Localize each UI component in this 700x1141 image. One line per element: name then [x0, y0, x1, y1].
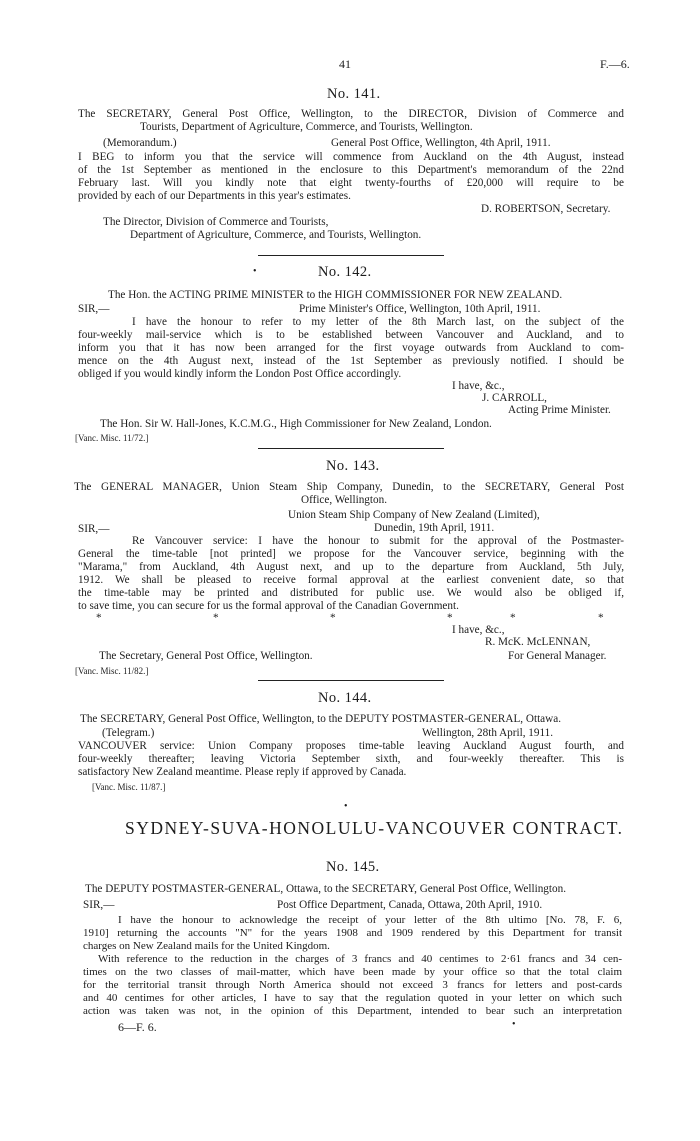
letter-142-closing: I have, &c., — [452, 380, 505, 392]
letter-141-recipient-line-1: The Director, Division of Commerce and Tourists, — [103, 216, 329, 228]
letter-145-body-line-6: for the territorial transit through North America should not exceed 3 francs for letters and post-cards — [83, 979, 622, 991]
letter-145-body-line-3: charges on New Zealand mails for the United Kingdom. — [83, 940, 330, 952]
letter-142-body-line-4: mence on the 4th August next, instead of the 1st September as previously notified. I should be — [78, 355, 624, 367]
letter-141-place-date: General Post Office, Wellington, 4th April, 1911. — [331, 137, 551, 149]
page-number: 41 — [339, 57, 351, 71]
letter-145-body-line-7: and 40 centimes for other articles, I have to say that the regulation quoted in your letter on which such — [83, 992, 622, 1004]
letter-142-body-line-3: inform you that it has now been arranged for the first voyage outwards from Auckland to com- — [78, 342, 624, 354]
letter-145-number: No. 145. — [326, 859, 380, 875]
letter-143-sender-name: Union Steam Ship Company of New Zealand (Limited), — [288, 509, 540, 521]
letter-141-address-line-1: The SECRETARY, General Post Office, Wellington, to the DIRECTOR, Division of Commerce and — [78, 108, 624, 120]
letter-145-address: The DEPUTY POSTMASTER-GENERAL, Ottawa, to the SECRETARY, General Post Office, Wellington. — [85, 883, 566, 895]
letter-142-body-line-2: four-weekly mail-service which is to be established between Vancouver and Auckland, and to — [78, 329, 624, 341]
letter-144-number: No. 144. — [318, 690, 372, 706]
letter-141-body-line-3: February last. Will you kindly note that eight twenty-fourths of £20,000 will require to be — [78, 177, 624, 189]
ellipsis-star: * — [598, 612, 604, 624]
letter-144-file-ref: [Vanc. Misc. 11/87.] — [92, 782, 166, 792]
letter-142-signer-title: Acting Prime Minister. — [508, 404, 611, 416]
letter-144-body-line-2: four-weekly thereafter; leaving Victoria September sixth, and four-weekly thereafter. This is — [78, 753, 624, 765]
letter-141-signature: D. ROBERTSON, Secretary. — [481, 203, 611, 215]
letter-141-type: (Memorandum.) — [103, 137, 177, 149]
letter-141-body-line-1: I BEG to inform you that the service will commence from Auckland on the 4th August, instead — [78, 151, 624, 163]
ellipsis-star: * — [96, 612, 102, 624]
separator-rule — [258, 448, 444, 449]
letter-143-salutation: SIR,— — [78, 523, 110, 535]
letter-142-salutation: SIR,— — [78, 303, 110, 315]
separator-rule — [258, 255, 444, 256]
ellipsis-star: * — [447, 612, 453, 624]
letter-143-address-line-1: The GENERAL MANAGER, Union Steam Ship Company, Dunedin, to the SECRETARY, General Post — [74, 481, 624, 493]
letter-141-number: No. 141. — [327, 86, 381, 102]
letter-143-place-date: Dunedin, 19th April, 1911. — [374, 522, 495, 534]
separator-rule — [258, 680, 444, 681]
letter-144-address: The SECRETARY, General Post Office, Wellington, to the DEPUTY POSTMASTER-GENERAL, Ottawa. — [80, 713, 561, 725]
letter-143-body-line-5: the time-table may be printed and distributed for public use. We would also be obliged if, — [78, 587, 624, 599]
letter-144-place-date: Wellington, 28th April, 1911. — [422, 727, 554, 739]
letter-142-body-line-1: I have the honour to refer to my letter of the 8th March last, on the subject of the — [132, 316, 624, 328]
letter-144-type: (Telegram.) — [102, 727, 155, 739]
letter-143-closing: I have, &c., — [452, 624, 505, 636]
letter-142-recipient: The Hon. Sir W. Hall-Jones, K.C.M.G., High Commissioner for New Zealand, London. — [100, 418, 492, 430]
letter-145-salutation: SIR,— — [83, 899, 115, 911]
letter-143-body-line-4: 1912. We shall be pleased to receive formal approval at the earliest convenient date, so that — [78, 574, 624, 586]
letter-143-signer-title: For General Manager. — [508, 650, 607, 662]
letter-145-body-line-4: With reference to the reduction in the charges of 3 francs and 40 centimes to 2·61 francs and 34 cen- — [98, 953, 622, 965]
letter-141-body-line-2: of the 1st September as mentioned in the enclosure to this Department's memorandum of the 22nd — [78, 164, 624, 176]
letter-143-number: No. 143. — [326, 458, 380, 474]
letter-143-file-ref: [Vanc. Misc. 11/82.] — [75, 666, 149, 676]
letter-143-body-line-6: to save time, you can secure for us the formal approval of the Canadian Government. — [78, 600, 459, 612]
ellipsis-star: * — [213, 612, 219, 624]
letter-145-body-line-5: times on the two classes of mail-matter, which have been made by your office so that the total claim — [83, 966, 622, 978]
letter-145-body-line-8: action was taken was not, in the opinion of this Department, intended to bear such an interpretation — [83, 1005, 622, 1017]
print-mark: • — [512, 1019, 516, 1030]
letter-145-place-date: Post Office Department, Canada, Ottawa, 20th April, 1910. — [277, 899, 543, 911]
letter-141-recipient-line-2: Department of Agriculture, Commerce, and Tourists, Wellington. — [130, 229, 422, 241]
document-reference: F.—6. — [600, 57, 630, 71]
print-mark: • — [253, 266, 257, 277]
letter-141-address-line-2: Tourists, Department of Agriculture, Commerce, and Tourists, Wellington. — [140, 121, 473, 133]
ellipsis-star: * — [510, 612, 516, 624]
letter-143-body-line-3: "Marama," from Auckland, 4th August next, and up to the departure from Auckland, 5th July, — [78, 561, 624, 573]
letter-143-body-line-1: Re Vancouver service: I have the honour to submit for the approval of the Postmaster- — [132, 535, 624, 547]
section-title: SYDNEY-SUVA-HONOLULU-VANCOUVER CONTRACT. — [125, 818, 624, 838]
letter-142-number: No. 142. — [318, 264, 372, 280]
letter-143-body-line-2: General the time-table [not printed] we propose for the Vancouver service, beginning with the — [78, 548, 624, 560]
letter-143-signer: R. McK. McLENNAN, — [485, 636, 591, 648]
print-mark: • — [344, 801, 348, 812]
signature-mark: 6—F. 6. — [118, 1020, 157, 1034]
letter-144-body-line-3: satisfactory New Zealand meantime. Please reply if approved by Canada. — [78, 766, 407, 778]
letter-145-body-line-1: I have the honour to acknowledge the receipt of your letter of the 8th ultimo [No. 78, F. 6, — [118, 914, 622, 926]
letter-142-file-ref: [Vanc. Misc. 11/72.] — [75, 433, 149, 443]
letter-144-body-line-1: VANCOUVER service: Union Company proposes time-table leaving Auckland August fourth, and — [78, 740, 624, 752]
letter-142-place-date: Prime Minister's Office, Wellington, 10th April, 1911. — [299, 303, 541, 315]
ellipsis-star: * — [330, 612, 336, 624]
letter-142-signer: J. CARROLL, — [482, 392, 547, 404]
letter-143-recipient: The Secretary, General Post Office, Wellington. — [99, 650, 313, 662]
letter-142-address: The Hon. the ACTING PRIME MINISTER to the HIGH COMMISSIONER FOR NEW ZEALAND. — [108, 289, 563, 301]
letter-141-body-line-4: provided by each of our Departments in this year's estimates. — [78, 190, 351, 202]
letter-145-body-line-2: 1910] returning the accounts "N" for the years 1908 and 1909 rendered by this Department for transit — [83, 927, 622, 939]
letter-142-body-line-5: obliged if you would kindly inform the London Post Office accordingly. — [78, 368, 402, 380]
letter-143-address-line-2: Office, Wellington. — [301, 494, 387, 506]
